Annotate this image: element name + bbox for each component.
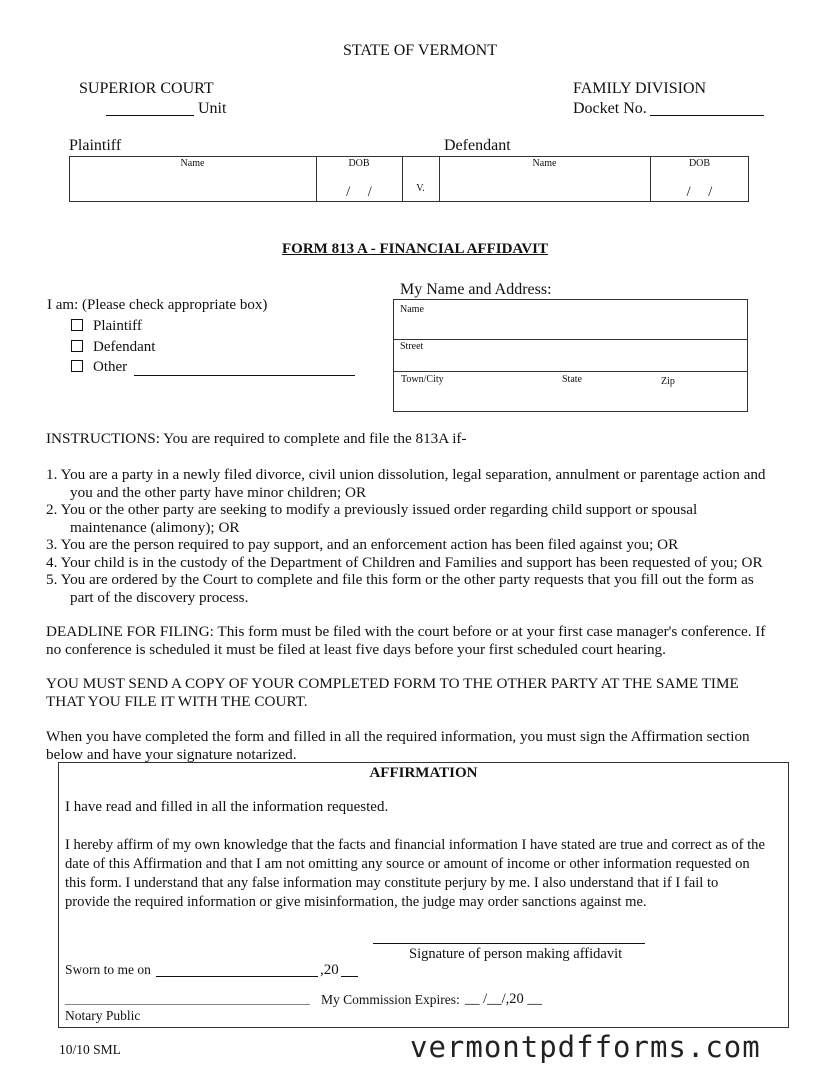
affirmation-line: this form. I understand that any false information may constitute perjury by me. I also understand that if I fail to [65, 875, 719, 891]
checkbox-defendant[interactable] [71, 339, 155, 356]
address-street-label: Street [400, 341, 424, 352]
sworn-label: Sworn to me on [65, 962, 151, 977]
checkbox-other-label: Other [93, 359, 128, 375]
plaintiff-dob-slashes[interactable]: / / [346, 184, 372, 200]
affirmation-line: I hereby affirm of my own knowledge that the facts and financial information I have stated are true and correct as of the [65, 837, 765, 853]
instruction-line: 4. Your child is in the custody of the Department of Children and Families and support has been requested of you; OR [46, 554, 763, 571]
checkbox-defendant-label: Defendant [93, 339, 156, 355]
instruction-line: part of the discovery process. [70, 588, 249, 606]
state-heading: STATE OF VERMONT [343, 42, 497, 59]
address-heading: My Name and Address: [400, 281, 552, 298]
deadline-line: DEADLINE FOR FILING: This form must be filed with the court before or at your first case manager's conference. If [46, 623, 766, 640]
signature-label: Signature of person making affidavit [409, 946, 623, 962]
checkbox-square-icon[interactable] [71, 360, 83, 372]
copy-line: YOU MUST SEND A COPY OF YOUR COMPLETED FORM TO THE OTHER PARTY AT THE SAME TIME [46, 675, 739, 692]
instruction-item-4 [46, 554, 763, 572]
deadline-line: no conference is scheduled it must be filed at least five days before your first scheduled court hearing. [46, 640, 666, 658]
sign-line: below and have your signature notarized. [46, 745, 297, 763]
defendant-dob-label: DOB [688, 158, 711, 169]
checkbox-square-icon[interactable] [71, 319, 83, 331]
family-division-label: FAMILY DIVISION [573, 80, 707, 97]
sign-instructions [46, 728, 750, 763]
address-divider [393, 339, 748, 340]
address-state-label: State [562, 374, 582, 385]
sign-line: When you have completed the form and filled in all the required information, you must sign the Affirmation section [46, 728, 750, 745]
plaintiff-dob-label: DOB [348, 158, 370, 169]
instruction-line: you and the other party have minor children; OR [70, 483, 367, 501]
address-divider [393, 371, 748, 372]
notary-signature-line[interactable] [65, 1004, 310, 1005]
sworn-year: ,20 [320, 962, 339, 978]
instruction-item-2 [46, 501, 697, 536]
signature-line[interactable] [373, 943, 645, 944]
instruction-line: 3. You are the person required to pay support, and an enforcement action has been filed against you; OR [46, 536, 679, 553]
sworn-year-blank[interactable] [341, 976, 358, 977]
court-label: SUPERIOR COURT [79, 80, 214, 97]
address-zip-label: Zip [661, 376, 675, 387]
affirmation-line: provide the required information or give misinformation, the judge may order sanctions against me. [65, 894, 647, 910]
checkbox-plaintiff-label: Plaintiff [93, 318, 142, 334]
sworn-date-blank[interactable] [156, 976, 318, 977]
address-name-label: Name [400, 304, 424, 315]
affirmation-line: date of this Affirmation and that I am not omitting any source or amount of income or other information requested on [65, 856, 750, 872]
checkbox-square-icon[interactable] [71, 340, 83, 352]
iam-prompt: I am: (Please check appropriate box) [47, 297, 268, 313]
commission-date[interactable]: __ /__/,20 __ [465, 991, 542, 1007]
instruction-line: 5. You are ordered by the Court to complete and file this form or the other party requests that you fill out the form as [46, 571, 754, 588]
defendant-name-label: Name [532, 158, 557, 169]
instructions-intro: INSTRUCTIONS: You are required to complete and file the 813A if- [46, 430, 467, 447]
checkbox-other[interactable] [71, 359, 127, 376]
defendant-label: Defendant [444, 137, 511, 154]
affirmation-statement [65, 836, 765, 912]
plaintiff-name-label: Name [180, 158, 205, 169]
instruction-line: maintenance (alimony); OR [70, 518, 240, 536]
notary-label: Notary Public [65, 1008, 141, 1023]
table-divider [402, 156, 403, 202]
form-title: FORM 813 A - FINANCIAL AFFIDAVIT [282, 241, 548, 257]
form-code: 10/10 SML [59, 1042, 121, 1057]
instruction-item-3 [46, 536, 678, 554]
defendant-dob-slashes[interactable]: / / [686, 184, 713, 200]
instruction-item-5 [46, 571, 754, 606]
copy-line: THAT YOU FILE IT WITH THE COURT. [46, 692, 308, 710]
deadline-text [46, 623, 765, 658]
copy-notice [46, 675, 739, 710]
instruction-line: 2. You or the other party are seeking to modify a previously issued order regarding child support or spousal [46, 501, 698, 518]
docket-label: Docket No. [573, 100, 647, 117]
watermark-text: vermontpdfforms.com [410, 1030, 761, 1064]
versus-label: V. [416, 183, 425, 194]
affirmation-title: AFFIRMATION [369, 765, 478, 781]
docket-blank[interactable] [650, 115, 764, 116]
checkbox-plaintiff[interactable] [71, 318, 142, 335]
affirmation-read: I have read and filled in all the information requested. [65, 799, 389, 815]
other-blank[interactable] [134, 375, 355, 376]
plaintiff-label: Plaintiff [69, 137, 122, 154]
instruction-line: 1. You are a party in a newly filed divorce, civil union dissolution, legal separation, annulment or parentage action and [46, 466, 766, 483]
unit-label: Unit [198, 100, 227, 117]
unit-blank[interactable] [106, 115, 194, 116]
address-town-label: Town/City [401, 374, 444, 385]
instruction-item-1 [46, 466, 766, 501]
commission-label: My Commission Expires: [321, 992, 460, 1007]
address-box [393, 299, 748, 412]
